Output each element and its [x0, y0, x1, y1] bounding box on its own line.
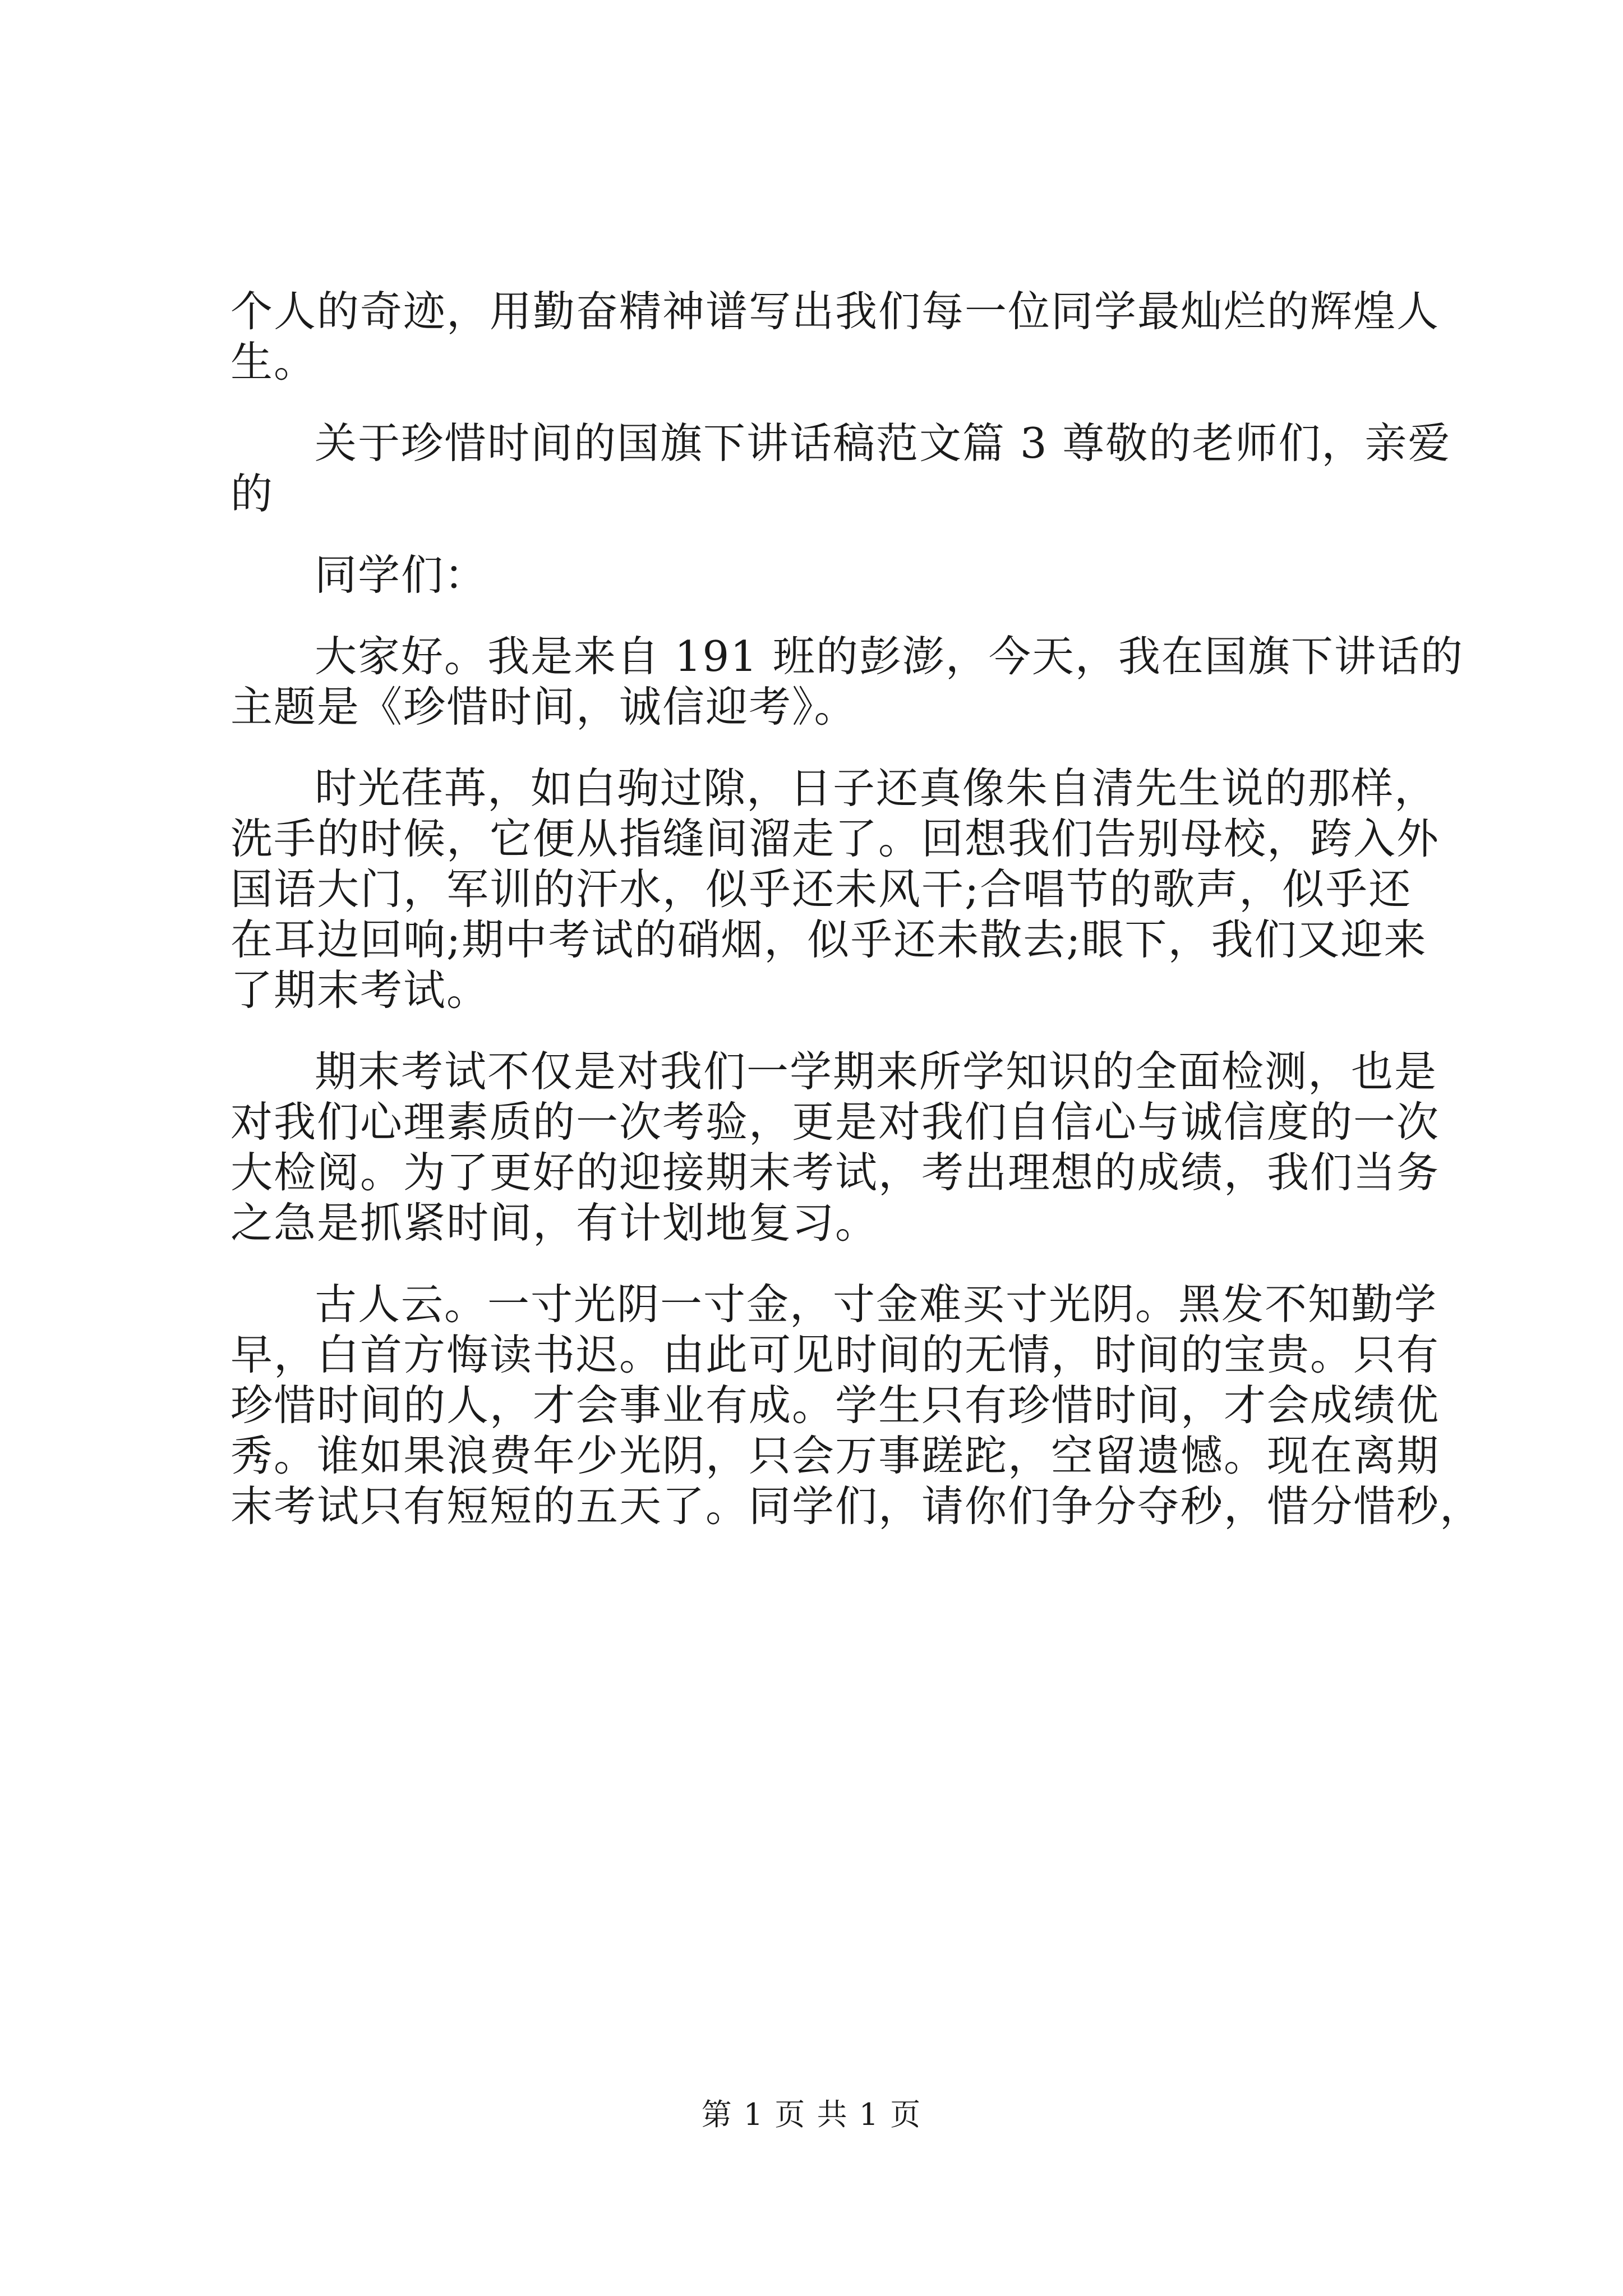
- text-line: 之急是抓紧时间，有计划地复习。: [230, 1198, 879, 1248]
- text-line: 大家好。我是来自 191 班的彭澎，今天，我在国旗下讲话的: [315, 632, 1464, 681]
- text-line: 个人的奇迹，用勤奋精神谱写出我们每一位同学最灿烂的辉煌人: [230, 287, 1440, 336]
- text-line: 关于珍惜时间的国旗下讲话稿范文篇 3 尊敬的老师们，亲爱: [315, 418, 1451, 468]
- page-footer: 第 1 页 共 1 页: [701, 2097, 922, 2132]
- text-line: 洗手的时候，它便从指缝间溜走了。回想我们告别母校，跨入外: [230, 814, 1440, 863]
- text-line: 主题是《珍惜时间，诚信迎考》。: [230, 682, 857, 731]
- text-line: 大检阅。为了更好的迎接期末考试，考出理想的成绩，我们当务: [230, 1148, 1440, 1197]
- text-line: 早，白首方悔读书迟。由此可见时间的无情，时间的宝贵。只有: [230, 1330, 1440, 1379]
- text-line: 末考试只有短短的五天了。同学们，请你们争分夺秒，惜分惜秒，: [230, 1481, 1483, 1531]
- text-line: 的: [230, 469, 274, 518]
- text-line: 同学们：: [315, 550, 488, 600]
- text-line: 国语大门，军训的汗水，似乎还未风干;合唱节的歌声，似乎还: [230, 864, 1412, 914]
- text-line: 秀。谁如果浪费年少光阴，只会万事蹉跎，空留遗憾。现在离期: [230, 1431, 1440, 1480]
- text-line: 期末考试不仅是对我们一学期来所学知识的全面检测，也是: [315, 1047, 1438, 1096]
- text-line: 对我们心理素质的一次考验，更是对我们自信心与诚信度的一次: [230, 1097, 1440, 1147]
- text-line: 珍惜时间的人，才会事业有成。学生只有珍惜时间，才会成绩优: [230, 1381, 1440, 1430]
- text-line: 在耳边回响;期中考试的硝烟，似乎还未散去;眼下，我们又迎来: [230, 915, 1427, 964]
- text-line: 时光荏苒，如白驹过隙，日子还真像朱自清先生说的那样，: [315, 763, 1438, 813]
- text-line: 生。: [230, 337, 317, 386]
- text-line: 古人云。一寸光阴一寸金，寸金难买寸光阴。黑发不知勤学: [315, 1280, 1438, 1329]
- text-line: 了期末考试。: [230, 965, 490, 1015]
